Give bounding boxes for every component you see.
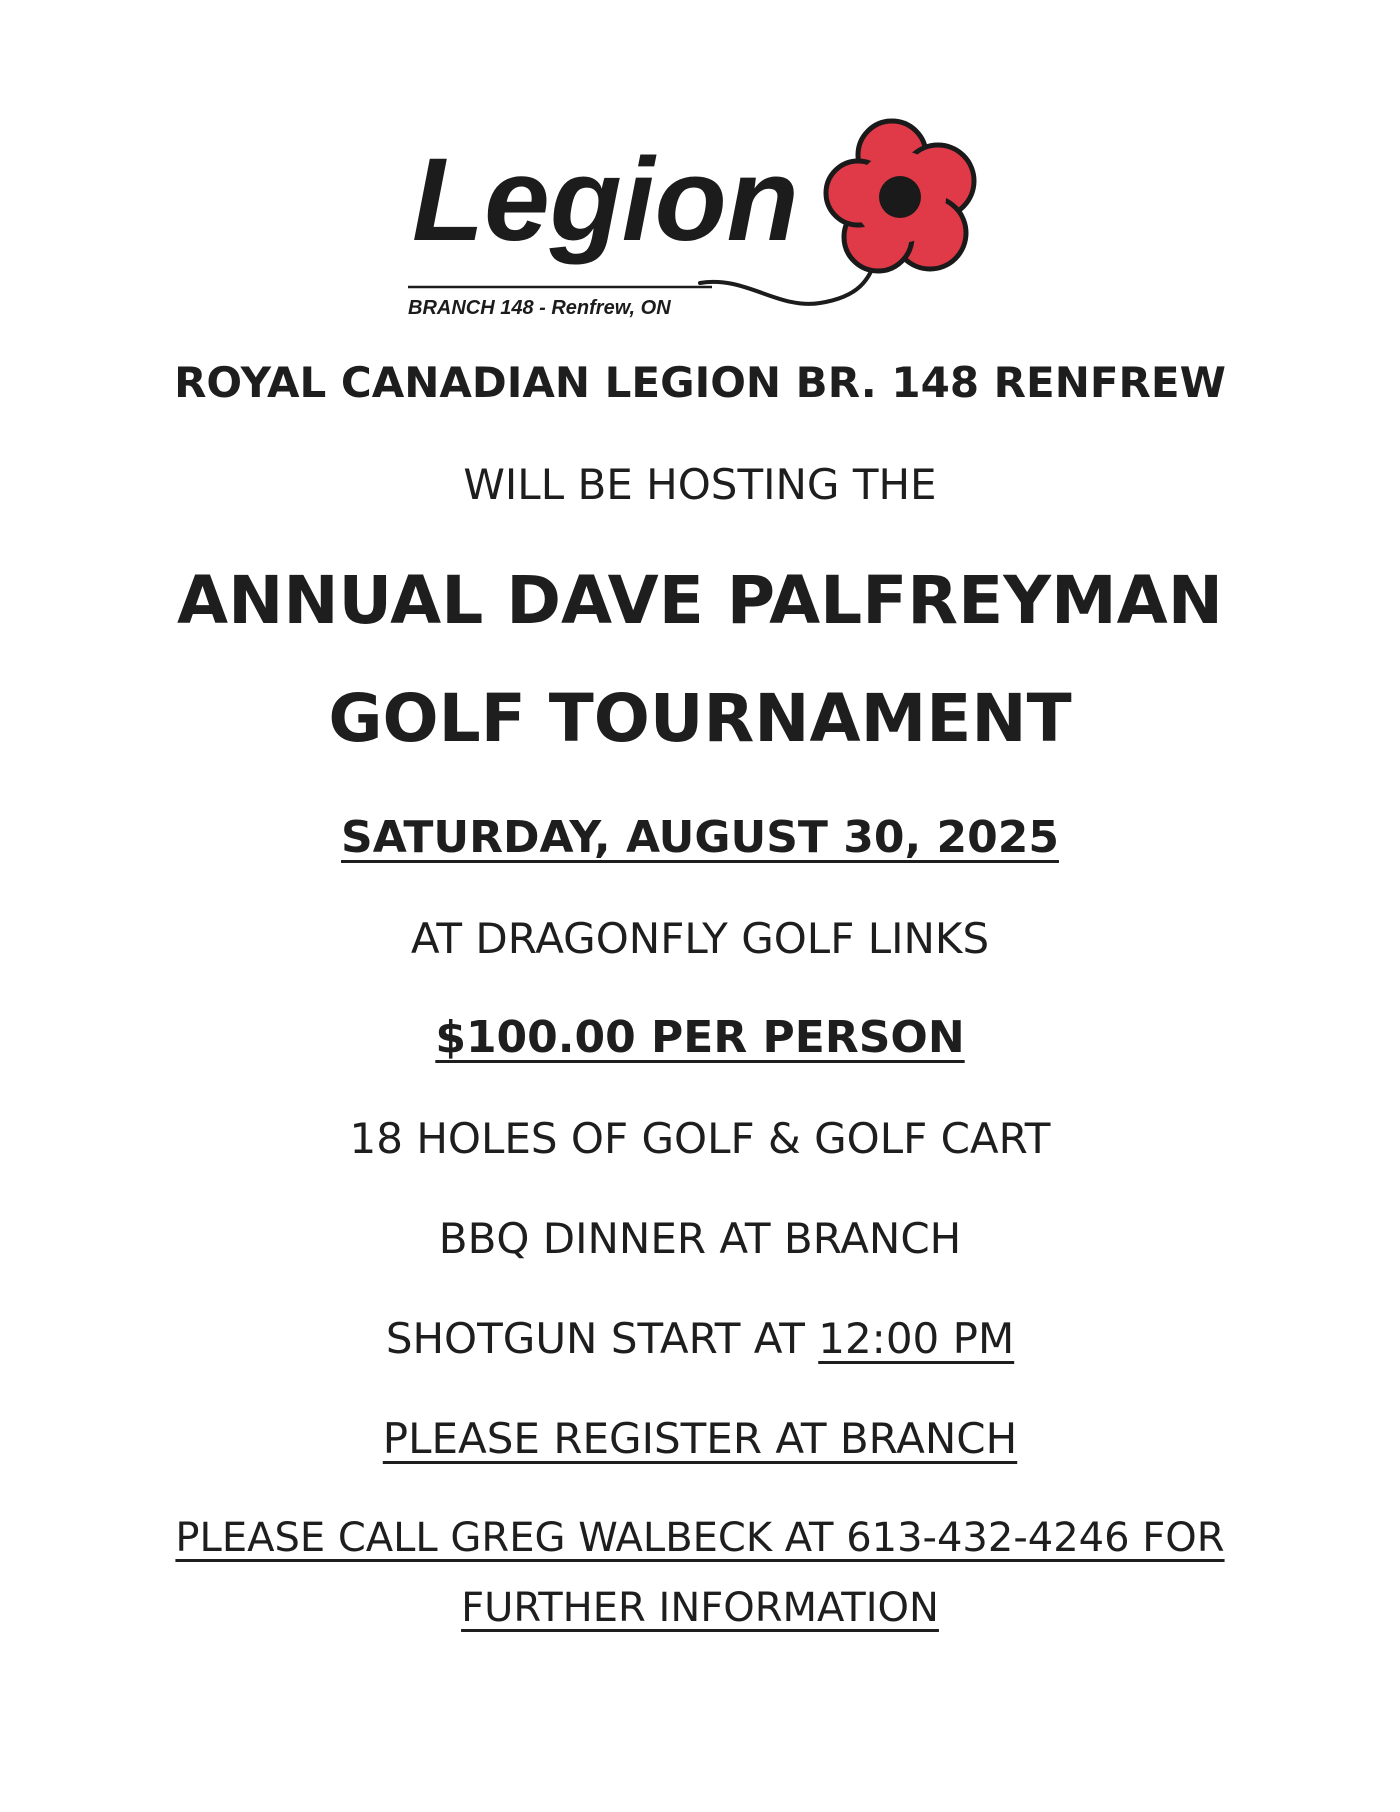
shotgun-start [0, 1314, 1400, 1363]
legion-logo [400, 85, 1020, 325]
golf-inclusion: 18 HOLES OF GOLF & GOLF CART [349, 1114, 1051, 1163]
legion-wordmark: Legion [412, 134, 799, 266]
contact-info-text-1: PLEASE CALL GREG WALBECK AT 613-432-4246 FOR [175, 1515, 1225, 1561]
contact-info-line-2 [0, 1585, 1400, 1631]
event-date [0, 812, 1400, 863]
contact-info-line-1 [0, 1515, 1400, 1561]
event-price-text: $100.00 PER PERSON [435, 1012, 965, 1063]
registration-note-text: PLEASE REGISTER AT BRANCH [382, 1414, 1018, 1463]
event-title-line-1: ANNUAL DAVE PALFREYMAN [177, 562, 1223, 639]
hosting-text: WILL BE HOSTING THE [463, 460, 937, 509]
registration-note [0, 1414, 1400, 1463]
shotgun-start-label: SHOTGUN START AT [385, 1314, 819, 1363]
branch-caption: BRANCH 148 - Renfrew, ON [408, 297, 671, 319]
event-price [0, 1012, 1400, 1063]
poppy-icon [826, 121, 974, 271]
contact-info-text-2: FURTHER INFORMATION [461, 1585, 939, 1631]
legion-logo-graphic [400, 85, 1020, 325]
event-title-line-2: GOLF TOURNAMENT [328, 680, 1072, 757]
dinner-inclusion: BBQ DINNER AT BRANCH [438, 1214, 962, 1263]
poppy-center [879, 176, 921, 218]
organization-heading: ROYAL CANADIAN LEGION BR. 148 RENFREW [174, 358, 1226, 407]
shotgun-start-time: 12:00 PM [818, 1314, 1015, 1363]
event-venue: AT DRAGONFLY GOLF LINKS [410, 914, 990, 963]
event-date-text: SATURDAY, AUGUST 30, 2025 [341, 812, 1059, 863]
